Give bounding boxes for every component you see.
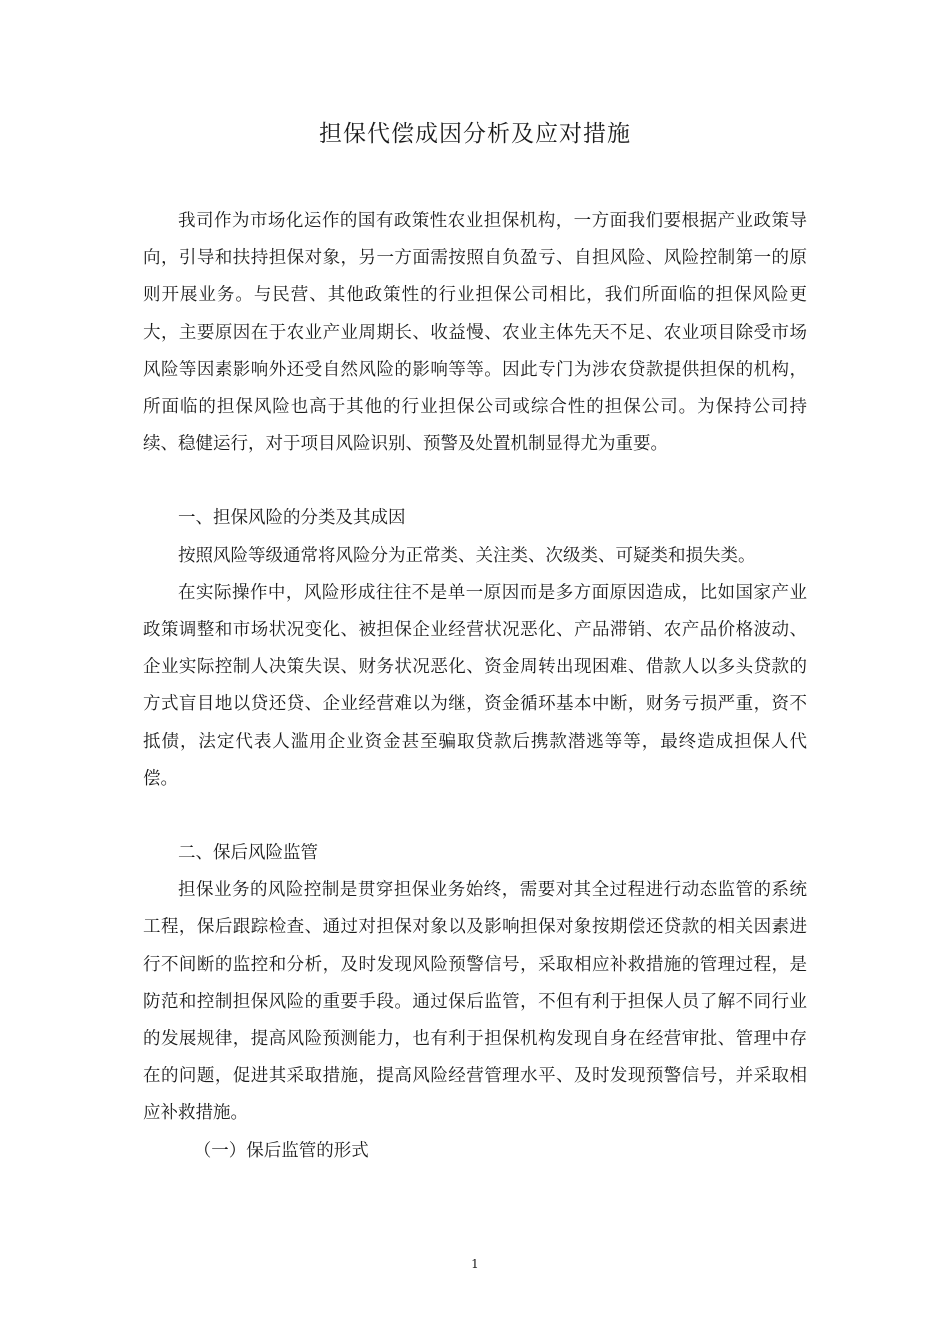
section-2-paragraph-1: 担保业务的风险控制是贯穿担保业务始终，需要对其全过程进行动态监管的系统工程，保后跟踪检查、通过对担保对象以及影响担保对象按期偿还贷款的相关因素进行不间断的监控和分析，及时发现风险预警信号，采取相应补救措施的管理过程，是防范和控制担保风险的重要手段。通过保后监管，不但有利于担保人员了解不同行业的发展规律，提高风险预测能力，也有利于担保机构发现自身在经营审批、管理中存在的问题，促进其采取措施，提高风险经营管理水平、及时发现预警信号，并采取相应补救措施。: [143, 880, 807, 1124]
document-title: 担保代偿成因分析及应对措施: [319, 121, 631, 147]
intro-paragraph: 我司作为市场化运作的国有政策性农业担保机构，一方面我们要根据产业政策导向，引导和扶持担保对象，另一方面需按照自负盈亏、自担风险、风险控制第一的原则开展业务。与民营、其他政策性的行业担保公司相比，我们所面临的担保风险更大，主要原因在于农业产业周期长、收益慢、农业主体先天不足、农业项目除受市场风险等因素影响外还受自然风险的影响等等。因此专门为涉农贷款提供担保的机构，所面临的担保风险也高于其他的行业担保公司或综合性的担保公司。为保持公司持续、稳健运行，对于项目风险识别、预警及处置机制显得尤为重要。: [143, 211, 807, 455]
section-1-paragraph-1: 按照风险等级通常将风险分为正常类、关注类、次级类、可疑类和损失类。: [178, 545, 756, 566]
section-2-subheading: （一）保后监管的形式: [193, 1140, 369, 1161]
section-heading-1: 一、担保风险的分类及其成因: [178, 508, 406, 529]
section-1-paragraph-2: 在实际操作中，风险形成往往不是单一原因而是多方面原因造成，比如国家产业政策调整和市场状况变化、被担保企业经营状况恶化、产品滞销、农产品价格波动、企业实际控制人决策失误、财务状况恶化、资金周转出现困难、借款人以多头贷款的方式盲目地以贷还贷、企业经营难以为继，资金循环基本中断，财务亏损严重，资不抵债，法定代表人滥用企业资金甚至骗取贷款后携款潜逃等等，最终造成担保人代偿。: [143, 582, 807, 789]
document-body: [143, 203, 807, 1170]
page-number: 1: [471, 1257, 479, 1271]
section-heading-2: 二、保后风险监管: [178, 843, 318, 864]
